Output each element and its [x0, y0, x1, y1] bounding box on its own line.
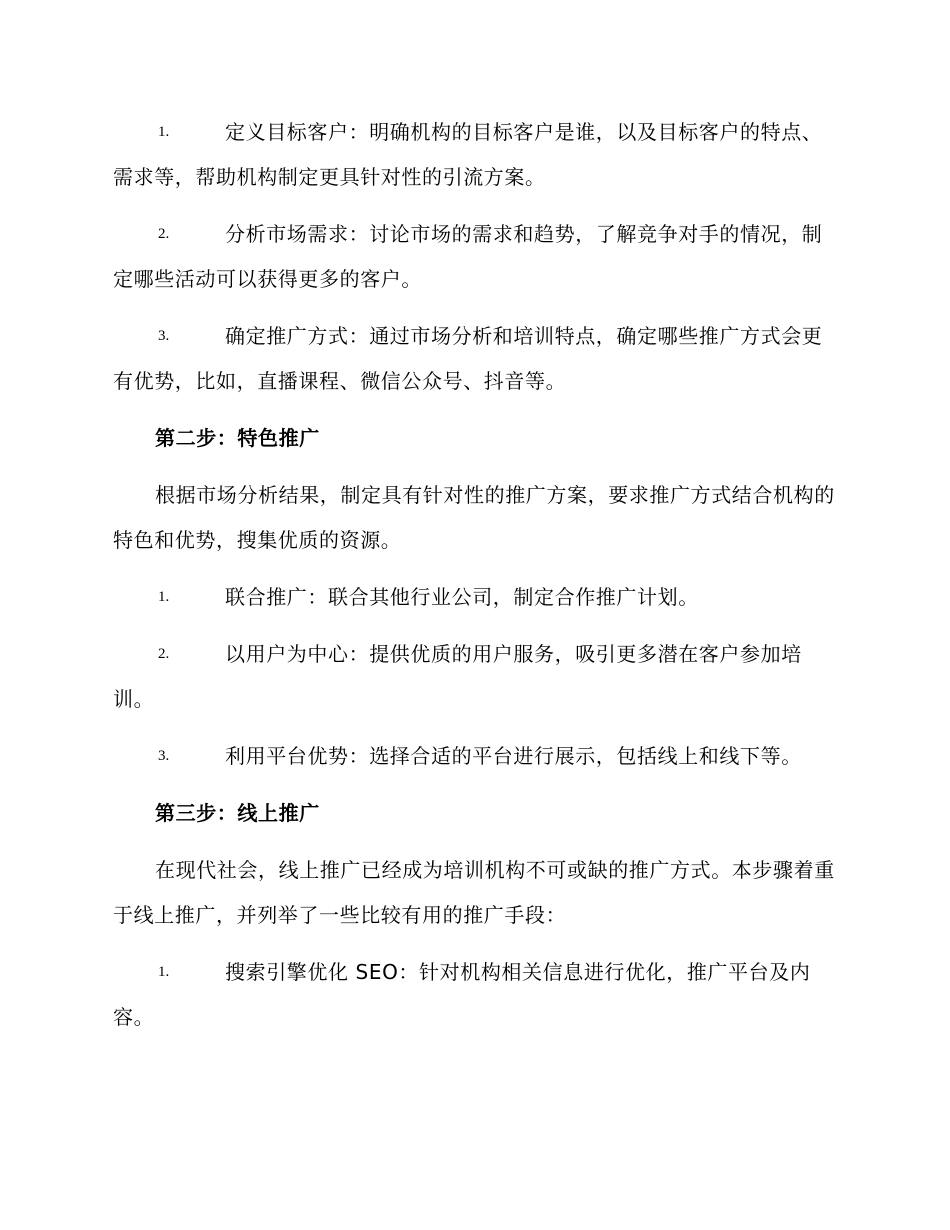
list-text: 定义目标客户：明确机构的目标客户是谁，以及目标客户的特点、需求等，帮助机构制定更具针对性的引流方案。: [113, 120, 823, 189]
list-text: 确定推广方式：通过市场分析和培训特点，确定哪些推广方式会更有优势，比如，直播课程、微信公众号、抖音等。: [113, 324, 823, 393]
list-number: 3.: [158, 748, 170, 764]
list-text: 联合推广：联合其他行业公司，制定合作推广计划。: [225, 585, 699, 609]
list-text: 搜索引擎优化 SEO：针对机构相关信息进行优化，推广平台及内容。: [113, 960, 811, 1029]
list-number: 3.: [158, 328, 170, 344]
section-heading-step2: 第二步：特色推广: [155, 426, 320, 450]
list-number: 1.: [158, 124, 170, 140]
list-text: 以用户为中心：提供优质的用户服务，吸引更多潜在客户参加培训。: [113, 642, 802, 711]
list-item: [113, 950, 837, 1040]
list-number: 2.: [158, 646, 170, 662]
list-item: [113, 632, 837, 722]
list-item: [113, 314, 837, 404]
list-number: 1.: [158, 964, 170, 980]
list-number: 2.: [158, 226, 170, 242]
list-number: 1.: [158, 589, 170, 605]
list-item: [113, 734, 837, 779]
list-item: [113, 575, 837, 620]
list-item: [113, 110, 837, 200]
list-text: 利用平台优势：选择合适的平台进行展示，包括线上和线下等。: [225, 744, 802, 768]
step2-intro-paragraph: 根据市场分析结果，制定具有针对性的推广方案，要求推广方式结合机构的特色和优势，搜集优质的资源。: [113, 483, 835, 552]
list-text: 分析市场需求：讨论市场的需求和趋势，了解竞争对手的情况，制定哪些活动可以获得更多的客户。: [113, 222, 823, 291]
section-heading-step3: 第三步：线上推广: [155, 801, 320, 825]
list-item: [113, 212, 837, 302]
step3-intro-paragraph: 在现代社会，线上推广已经成为培训机构不可或缺的推广方式。本步骤着重于线上推广，并列举了一些比较有用的推广手段：: [113, 858, 835, 927]
